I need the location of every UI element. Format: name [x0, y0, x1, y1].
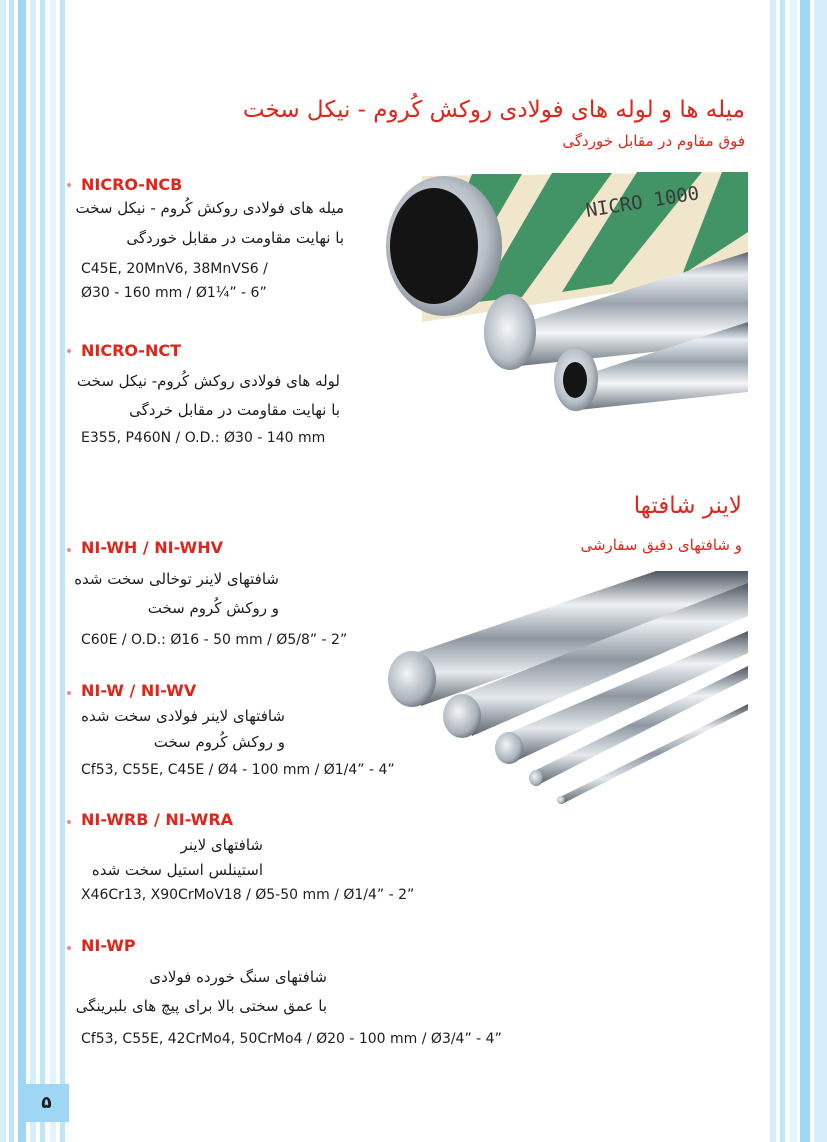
bullet-icon — [67, 548, 71, 552]
product-desc-ni-w-line1: شافتهای لاینر فولادی سخت شده — [81, 707, 285, 725]
right-stripe-2 — [780, 0, 785, 1142]
bullet-icon — [67, 820, 71, 824]
product-spec-ni-wp: Cf53, C55E, 42CrMo4, 50CrMo4 / Ø20 - 100 mm / Ø3/4” - 4” — [81, 1031, 502, 1047]
product-code-ni-wp: NI-WP — [81, 936, 136, 955]
product-desc-ncb-line1: میله های فولادی روکش کُروم - نیکل سخت — [75, 199, 344, 217]
product-desc-ni-wp-line1: شافتهای سنگ خورده فولادی — [149, 968, 327, 986]
product-desc-ni-wh-line2: و روکش کُروم سخت — [147, 599, 279, 617]
right-stripe-5 — [814, 0, 827, 1142]
bullet-icon — [67, 946, 71, 950]
product-code-ni-wh: NI-WH / NI-WHV — [81, 538, 223, 557]
linear-shafts-image — [386, 571, 748, 809]
product-desc-nct-line1: لوله های فولادی روکش کُروم- نیکل سخت — [76, 372, 340, 390]
product-code-ni-w: NI-W / NI-WV — [81, 681, 197, 700]
right-stripe-4 — [800, 0, 810, 1142]
right-stripe-1 — [770, 0, 776, 1142]
chrome-bars-tubes-graphic — [382, 172, 748, 415]
product-spec-ni-wh: C60E / O.D.: Ø16 - 50 mm / Ø5/8” - 2” — [81, 632, 348, 648]
product-desc-ni-wrb-line2: استینلس استیل سخت شده — [91, 861, 263, 879]
section2-title: لاینر شافتها — [633, 493, 742, 519]
left-stripe-5 — [40, 0, 45, 1142]
product-desc-ni-wrb-line1: شافتهای لاینر — [180, 836, 263, 854]
section1-title: میله ها و لوله های فولادی روکش کُروم - نیکل سخت — [242, 97, 745, 123]
left-stripe-1 — [0, 0, 6, 1142]
section2-subtitle: و شافتهای دقیق سفارشی — [580, 536, 742, 554]
product-spec-ni-wrb: X46Cr13, X90CrMoV18 / Ø5-50 mm / Ø1/4” - 2” — [81, 887, 415, 903]
chrome-bars-tubes-image — [382, 172, 748, 415]
left-stripe-7 — [60, 0, 65, 1142]
product-desc-ncb-line2: با نهایت مقاومت در مقابل خوردگی — [126, 229, 344, 247]
product-spec-ni-w: Cf53, C55E, C45E / Ø4 - 100 mm / Ø1/4” - 4” — [81, 762, 395, 778]
product-code-nct: NICRO-NCT — [81, 341, 181, 360]
left-stripe-6 — [50, 0, 56, 1142]
bullet-icon — [67, 183, 71, 187]
product-desc-ni-wh-line1: شافتهای لاینر توخالی سخت شده — [74, 570, 279, 588]
product-desc-nct-line2: با نهایت مقاومت در مقابل خردگی — [129, 401, 340, 419]
product-desc-ni-w-line2: و روکش کُروم سخت — [153, 733, 285, 751]
left-stripe-3 — [18, 0, 26, 1142]
right-stripe-3 — [790, 0, 797, 1142]
bullet-icon — [67, 691, 71, 695]
product-desc-ni-wp-line2: با عمق سختی بالا برای پیچ های بلبرینگی — [75, 997, 327, 1015]
left-stripe-4 — [30, 0, 36, 1142]
product-spec-ncb-line2: Ø30 - 160 mm / Ø1¼” - 6” — [81, 285, 267, 301]
product-code-ncb: NICRO-NCB — [81, 175, 183, 194]
product-spec-nct-line1: E355, P460N / O.D.: Ø30 - 140 mm — [81, 430, 326, 446]
section1-subtitle: فوق مقاوم در مقابل خوردگی — [562, 132, 745, 150]
bullet-icon — [67, 349, 71, 353]
page-number: ۵ — [24, 1084, 69, 1122]
linear-shafts-graphic — [386, 571, 748, 809]
product-code-ni-wrb: NI-WRB / NI-WRA — [81, 810, 234, 829]
nicro-label: NICRO 1000 — [584, 182, 701, 222]
product-spec-ncb-line1: C45E, 20MnV6, 38MnVS6 / — [81, 261, 268, 277]
left-stripe-2 — [9, 0, 14, 1142]
